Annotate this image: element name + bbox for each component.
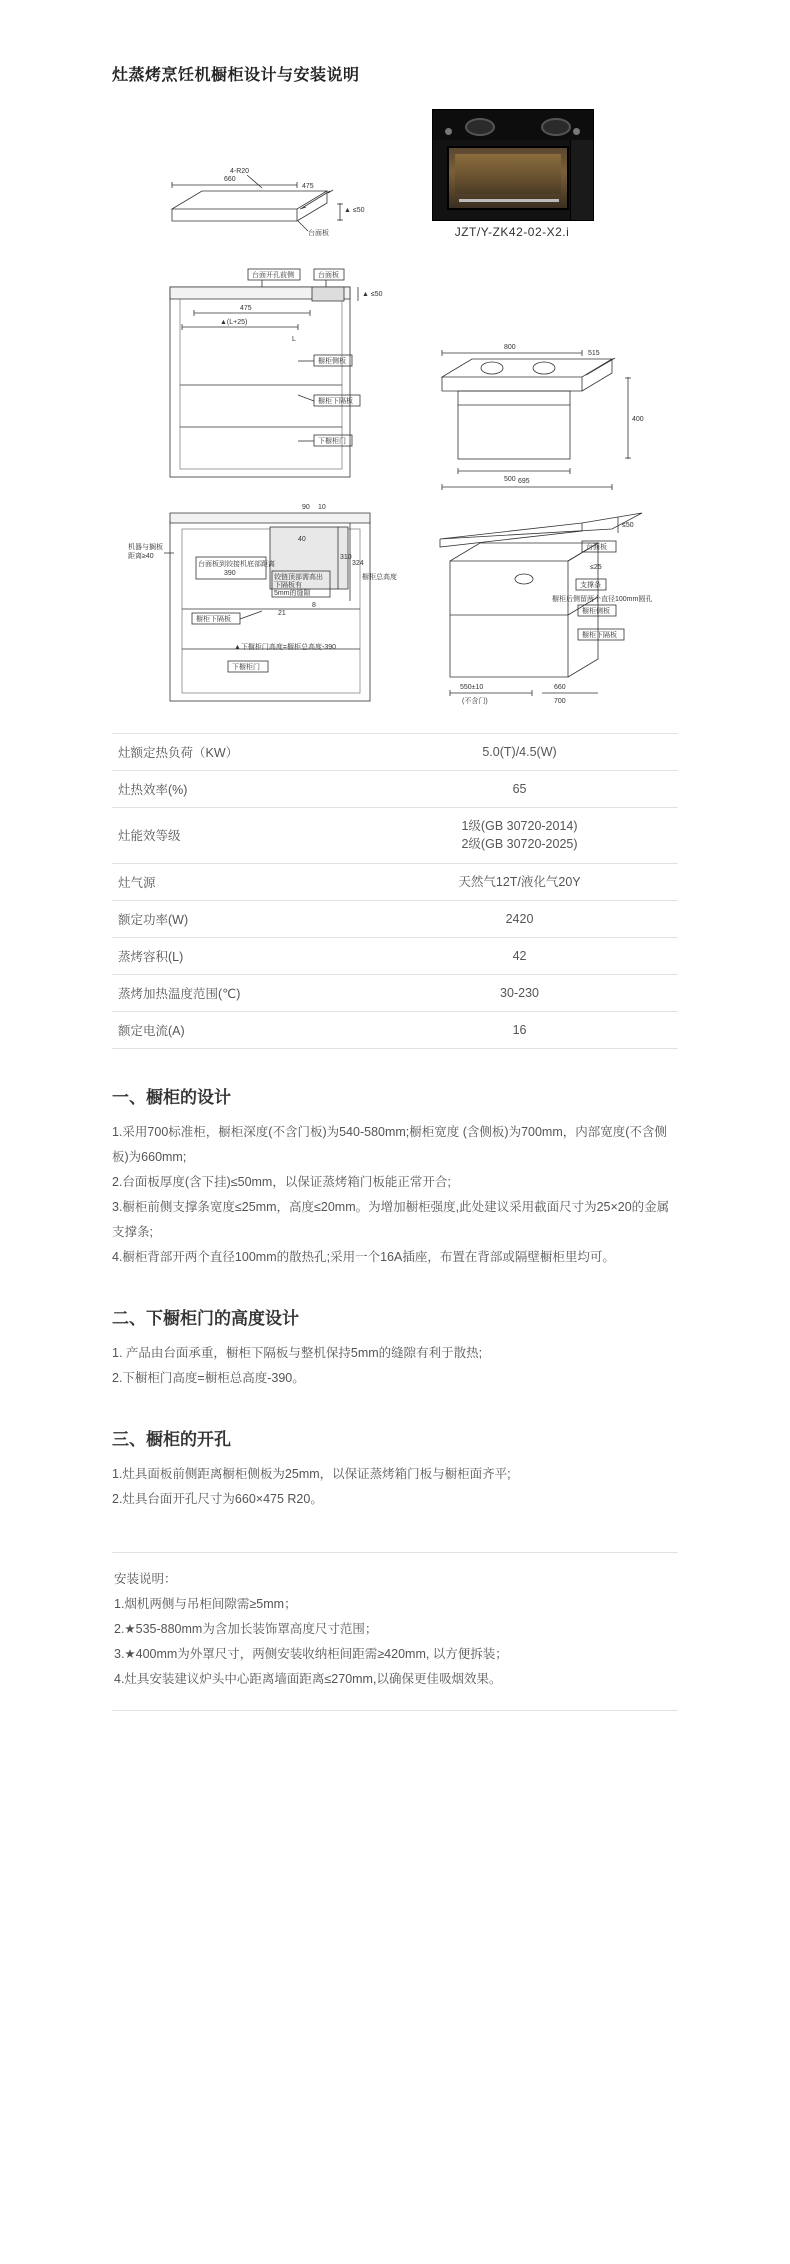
svg-text:40: 40 [298,536,306,543]
svg-text:台面板到铰接机底部距离: 台面板到铰接机底部距离 [198,561,275,568]
svg-text:橱柜总高度: 橱柜总高度 [362,574,397,581]
spec-value: 2420 [505,911,534,926]
install-note-item: 2.★535-880mm为含加长装饰罩高度尺寸范围； [114,1622,378,1637]
spec-value: 16 [512,1023,527,1037]
install-note [112,1552,678,1711]
spec-key: 额定电流(A) [118,1024,185,1039]
section-heading-2: 二、下橱柜门的高度设计 [112,1309,299,1329]
spec-value: 5.0(T)/4.5(W) [482,745,557,759]
list-item: 2.下橱柜门高度=橱柜总高度-390。 [112,1371,305,1386]
svg-text:310: 310 [340,554,352,561]
svg-text:L: L [292,336,296,343]
spec-value: 1级(GB 30720-2014) 2级(GB 30720-2025) [461,819,578,852]
drawing-iso-view [440,513,652,705]
svg-text:橱柜侧板: 橱柜侧板 [582,608,610,615]
table-row [112,771,678,808]
svg-text:500: 500 [504,476,516,483]
spec-key: 灶热效率(%) [118,783,188,798]
svg-text:橱柜下隔板: 橱柜下隔板 [582,632,617,639]
install-note-item: 4.灶具安装建议炉头中心距离墙面距离≤270mm,以确保更佳吸烟效果。 [114,1672,502,1687]
spec-value: 天然气12T/液化气20Y [458,874,581,889]
svg-text:700: 700 [554,698,566,705]
list-item: 1. 产品由台面承重，橱柜下隔板与整机保持5mm的缝隙有利于散热; [112,1346,483,1361]
spec-value: 30-230 [500,985,539,1000]
drawing-top-view [172,168,365,237]
svg-text:515: 515 [588,350,600,357]
spec-value: 65 [512,782,527,797]
svg-text:8: 8 [312,602,316,609]
spec-table [112,733,678,1049]
list-item: 2.灶具台面开孔尺寸为660×475 R20。 [112,1492,323,1507]
drawing-front-view [442,344,644,490]
svg-text:▲下橱柜门高度=橱柜总高度-390: ▲下橱柜门高度=橱柜总高度-390 [234,644,337,651]
table-row [112,863,678,900]
install-note-title: 安装说明： [114,1572,177,1587]
svg-text:90: 90 [302,504,310,511]
svg-text:台面板: 台面板 [318,272,339,279]
svg-text:10: 10 [318,504,326,511]
svg-text:橱柜下隔板: 橱柜下隔板 [196,616,231,623]
svg-text:台面开孔前侧: 台面开孔前侧 [252,272,294,279]
svg-text:橱柜下隔板: 橱柜下隔板 [318,398,353,405]
svg-text:390: 390 [224,570,236,577]
svg-text:5mm的缝隙: 5mm的缝隙 [274,590,311,597]
svg-text:下隔板有: 下隔板有 [274,582,302,589]
section-list-2 [112,1341,678,1391]
svg-text:475: 475 [302,183,314,190]
spec-key: 灶能效等级 [118,829,181,844]
svg-text:铰链顶部需高出: 铰链顶部需高出 [274,574,323,581]
list-item: 1.灶具面板前侧距离橱柜侧板为25mm，以保证蒸烤箱门板与橱柜面齐平; [112,1467,511,1482]
table-row [112,734,678,771]
table-row [112,937,678,974]
svg-text:≤25: ≤25 [590,564,602,571]
table-row [112,900,678,937]
spec-key: 蒸烤容积(L) [118,949,184,964]
spec-key: 灶额定热负荷（KW） [118,746,239,761]
svg-text:下橱柜门: 下橱柜门 [232,664,260,671]
svg-text:4-R20: 4-R20 [230,168,250,175]
table-row [112,1012,678,1049]
svg-text:21: 21 [278,610,286,617]
model-label: JZT/Y-ZK42-02-X2.i [454,225,570,239]
section-heading-1: 一、橱柜的设计 [112,1088,231,1108]
svg-text:475: 475 [240,305,252,312]
list-item: 1.采用700标准柜，橱柜深度(不含门板)为540-580mm;橱柜宽度 (含侧板)为700mm，内部宽度(不含侧板)为660mm; [112,1125,667,1165]
section-list-1 [112,1120,678,1270]
svg-text:机器与搁板: 机器与搁板 [128,544,163,551]
svg-text:660: 660 [224,176,236,183]
bottom-spacer [112,1711,678,1771]
svg-text:324: 324 [352,560,364,567]
svg-text:(不含门): (不含门) [462,698,488,705]
svg-text:台面板: 台面板 [308,230,329,237]
list-item: 4.橱柜背部开两个直径100mm的散热孔;采用一个16A插座，布置在背部或隔壁橱柜里均可。 [112,1250,615,1265]
svg-text:▲ ≤50: ▲ ≤50 [362,291,383,298]
svg-text:550±10: 550±10 [460,684,484,691]
section-heading-3: 三、橱柜的开孔 [112,1430,231,1450]
table-row [112,974,678,1011]
svg-text:距离≥40: 距离≥40 [128,553,154,560]
svg-text:800: 800 [504,344,516,351]
diagram-block [112,109,678,709]
spec-table-wrap [112,733,678,1049]
drawing-detail-view [128,504,397,701]
spec-value: 42 [512,948,527,963]
svg-text:支撑条: 支撑条 [580,582,601,589]
svg-text:▲ ≤50: ▲ ≤50 [344,207,365,214]
install-note-item: 1.烟机两侧与吊柜间隙需≥5mm； [114,1597,297,1612]
svg-text:≤50: ≤50 [622,522,634,529]
technical-drawings [112,109,678,709]
list-item: 2.台面板厚度(含下挂)≤50mm，以保证蒸烤箱门板能正常开合; [112,1175,451,1190]
svg-text:下橱柜门: 下橱柜门 [318,438,346,445]
section-list-3 [112,1462,678,1512]
svg-text:橱柜后侧留两个直径100mm圆孔: 橱柜后侧留两个直径100mm圆孔 [552,596,653,603]
page-title: 灶蒸烤烹饪机橱柜设计与安装说明 [112,67,360,84]
spec-key: 额定功率(W) [118,912,189,927]
install-note-item: 3.★400mm为外罩尺寸，两侧安装收纳柜间距需≥420mm, 以方便拆装； [114,1647,508,1662]
list-item: 3.橱柜前侧支撑条宽度≤25mm，高度≤20mm。为增加橱柜强度,此处建议采用截面尺寸为25×20的金属支撑条; [112,1200,670,1240]
spec-key: 蒸烤加热温度范围(℃) [118,986,241,1001]
table-row [112,808,678,863]
svg-text:台面板: 台面板 [586,544,607,551]
svg-text:660: 660 [554,684,566,691]
spec-key: 灶气源 [118,875,156,890]
svg-text:695: 695 [518,478,530,485]
drawing-side-view [170,269,383,477]
svg-text:▲(L+25): ▲(L+25) [220,319,248,326]
svg-text:橱柜侧板: 橱柜侧板 [318,358,346,365]
svg-text:400: 400 [632,416,644,423]
